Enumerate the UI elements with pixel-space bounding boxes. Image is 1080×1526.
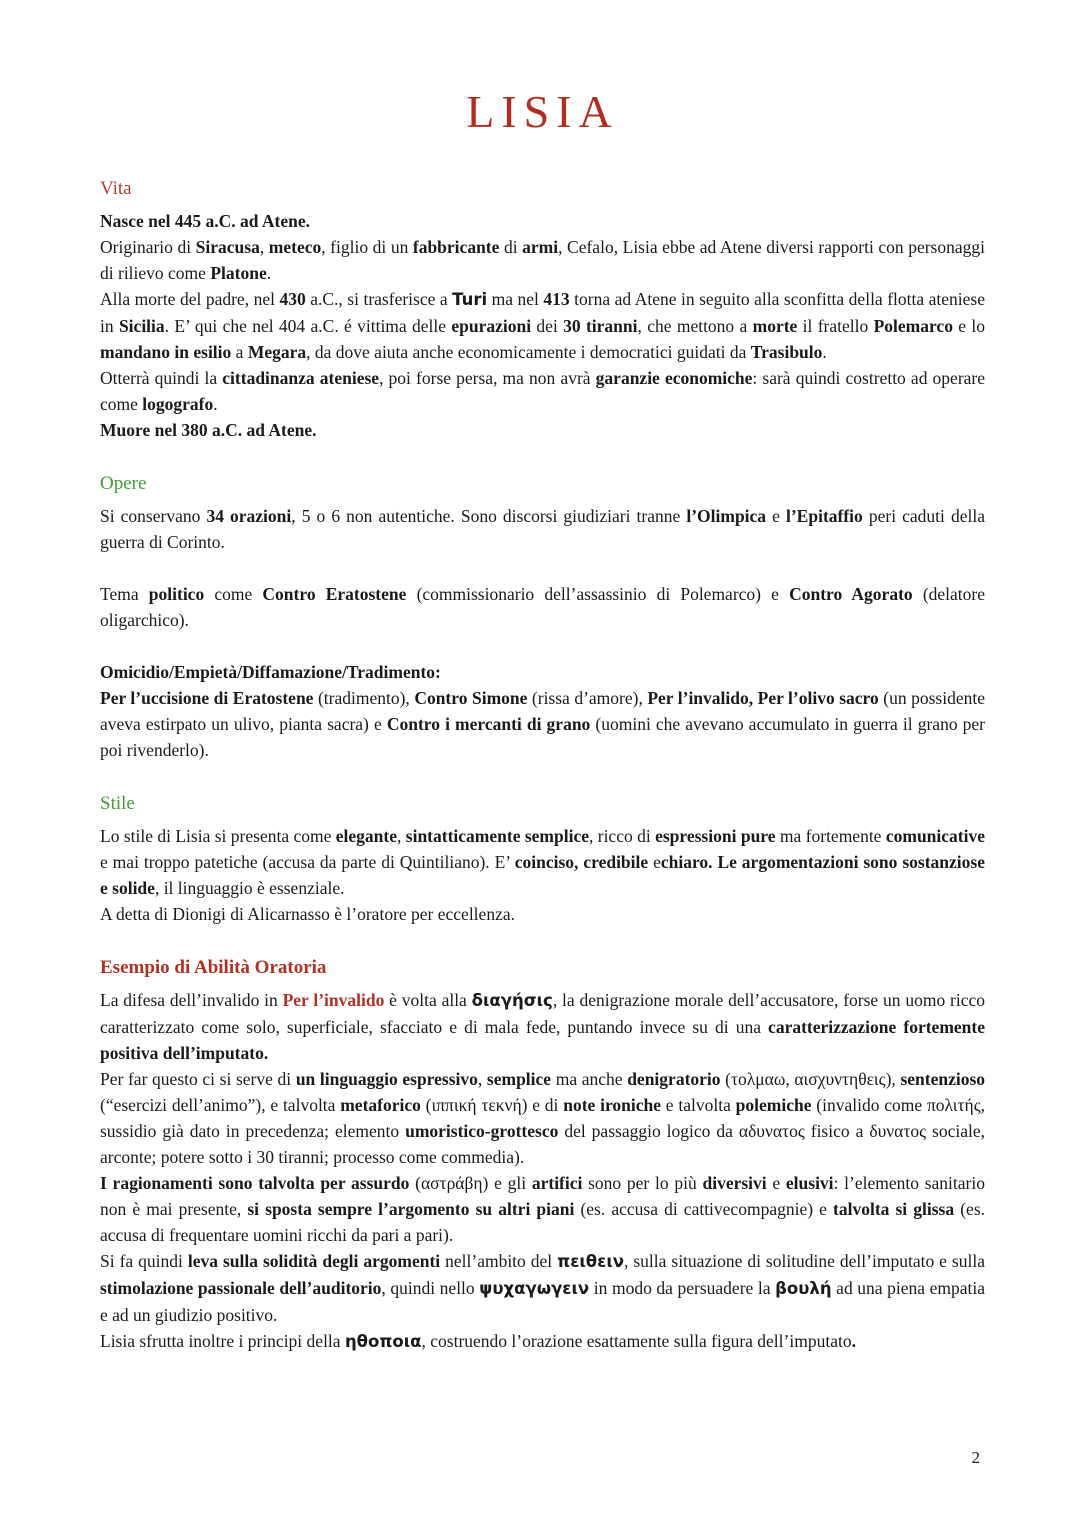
emphasized-text: l’Epitaffio (785, 506, 863, 526)
emphasized-text: διαγήσις (471, 991, 553, 1010)
emphasized-text: denigratorio (627, 1069, 721, 1089)
emphasized-text: artifici (531, 1173, 583, 1193)
emphasized-text: si sposta sempre l’argomento su altri piani (247, 1199, 575, 1219)
text-run: (commissionario dell’assassinio di Polemarco) e (406, 584, 790, 604)
text-run: (rissa d’amore), (527, 688, 648, 708)
emphasized-text: garanzie economiche (595, 368, 753, 388)
text-run: è volta alla (384, 990, 472, 1010)
text-run: (αστράβη) e gli (409, 1173, 532, 1193)
text-run: , che mettono a (637, 316, 753, 336)
emphasized-text: leva sulla solidità degli argomenti (187, 1251, 441, 1271)
text-run: , (477, 1069, 487, 1089)
emphasized-text: 413 (543, 289, 570, 309)
emphasized-text: coinciso, credibile (514, 852, 649, 872)
text-run: ma fortemente (775, 826, 886, 846)
paragraph (100, 1066, 985, 1170)
page-number: 2 (971, 1448, 980, 1467)
text-run: : l’elemento sanitario non è mai presente, (100, 1173, 985, 1219)
emphasized-text: Polemarco (873, 316, 953, 336)
section-vita (100, 178, 985, 443)
emphasized-text: Turi (452, 290, 488, 309)
emphasized-text: talvolta si glissa (833, 1199, 955, 1219)
emphasized-text: mandano in esilio (100, 342, 232, 362)
text-run: (es. accusa di frequentare uomini ricchi da pari a pari). (100, 1199, 986, 1245)
paragraph (100, 581, 985, 633)
section-heading: Esempio di Abilità Oratoria (100, 957, 327, 978)
emphasized-text: Trasibulo (750, 342, 823, 362)
emphasized-text: Contro Agorato (789, 584, 913, 604)
emphasized-text: Per l’uccisione di Eratostene (100, 688, 314, 708)
emphasized-text: caratterizzazione fortemente positiva dell’imputato. (100, 1017, 985, 1063)
emphasized-text: ψυχαγωγειν (479, 1279, 590, 1298)
emphasized-text: elusivi (785, 1173, 834, 1193)
emphasized-text: Siracusa (195, 237, 260, 257)
text-run: (ιππική τεκνή) e di (420, 1095, 564, 1115)
emphasized-text: elegante (335, 826, 397, 846)
text-run: A detta di Dionigi di Alicarnasso è l’oratore per eccellenza. (100, 904, 515, 924)
text-run: (τολμαω, αισχυντηθεις), (720, 1069, 901, 1089)
section-heading: Vita (100, 178, 132, 199)
emphasized-text: morte (752, 316, 798, 336)
text-run: Tema (100, 584, 149, 604)
paragraph (100, 365, 985, 417)
text-run: del passaggio logico da αδυνατος fisico a δυνατος sociale, arconte; potere sotto i 30 tiranni; processo come commedia). (100, 1121, 985, 1167)
text-run: , sulla situazione di solitudine dell’imputato e sulla (624, 1251, 985, 1271)
text-run: . (266, 263, 272, 283)
emphasized-text: sintatticamente semplice (405, 826, 589, 846)
text-run: Originario di (100, 237, 196, 257)
text-run: e mai troppo patetiche (accusa da parte di Quintiliano). E’ (100, 852, 515, 872)
emphasized-text: Platone (210, 263, 267, 283)
emphasized-text: cittadinanza ateniese (222, 368, 380, 388)
emphasized-text: comunicative (885, 826, 985, 846)
emphasized-text: umoristico-grottesco (405, 1121, 559, 1141)
emphasized-text: Contro Simone (414, 688, 528, 708)
text-run: torna ad Atene in seguito alla sconfitta della flotta ateniese in (100, 289, 985, 336)
paragraph (100, 417, 985, 443)
text-run: , la denigrazione morale dell’accusatore, forse un uomo ricco caratterizzato come solo, superficiale, sfacciato e di mala fede, puntando invece su di una (100, 990, 985, 1037)
text-run: Otterrà quindi la (100, 368, 223, 388)
emphasized-text: logografo (142, 394, 214, 414)
text-run: a.C., si trasferisce a (305, 289, 453, 309)
emphasized-text: Nasce nel 445 a.C. ad Atene. (100, 211, 310, 231)
text-run: e (648, 852, 661, 872)
text-run: a (231, 342, 248, 362)
paragraph (100, 987, 985, 1066)
text-run: nell’ambito del (440, 1251, 558, 1271)
text-run: ma nel (487, 289, 544, 309)
paragraph (100, 901, 985, 927)
emphasized-text: 34 orazioni (206, 506, 292, 526)
text-run: e (766, 1173, 786, 1193)
document-sections (100, 178, 985, 1355)
paragraph (100, 234, 985, 286)
page-title: LISIA (466, 86, 619, 137)
text-run: in modo da persuadere la (589, 1278, 776, 1298)
emphasized-text: chiaro. Le argomentazioni sono sostanziose e solide (100, 852, 985, 898)
text-run: ad una piena empatia e ad un giudizio positivo. (100, 1278, 986, 1325)
text-run: ma anche (551, 1069, 628, 1089)
section-opere (100, 473, 985, 763)
text-run: , ricco di (588, 826, 656, 846)
text-run: sono per lo più (582, 1173, 703, 1193)
text-run: (“esercizi dell’animo”), e talvolta (100, 1095, 341, 1115)
emphasized-text: sentenzioso (900, 1069, 986, 1089)
emphasized-text: Contro Eratostene (262, 584, 407, 604)
emphasized-text: I ragionamenti sono talvolta per assurdo (100, 1173, 410, 1193)
emphasized-text: stimolazione passionale dell’auditorio (100, 1278, 382, 1298)
paragraph (100, 1328, 985, 1355)
text-run: , da dove aiuta anche economicamente i democratici guidati da (306, 342, 751, 362)
text-run: La difesa dell’invalido in (100, 990, 283, 1010)
text-run: e (766, 506, 786, 526)
section-heading: Opere (100, 473, 147, 494)
text-run: : sarà quindi costretto ad operare come (100, 368, 986, 414)
emphasized-text: epurazioni (451, 316, 532, 336)
emphasized-text: Per l’invalido (282, 990, 385, 1010)
text-run: (es. accusa di cattivecompagnie) e (574, 1199, 834, 1219)
text-run: (un possidente aveva estirpato un ulivo, pianta sacra) e (100, 688, 985, 734)
section-esempio-di-abilit-oratoria (100, 957, 985, 1355)
emphasized-text: Sicilia (118, 316, 165, 336)
paragraph (100, 659, 985, 685)
emphasized-text: polemiche (735, 1095, 812, 1115)
emphasized-text: meteco (268, 237, 322, 257)
emphasized-text: Contro i mercanti di grano (386, 714, 591, 734)
text-run: , figlio di un (321, 237, 413, 257)
paragraph (100, 286, 985, 365)
text-run: peri caduti della guerra di Corinto. (100, 506, 985, 552)
emphasized-text: 430 (279, 289, 306, 309)
emphasized-text: diversivi (702, 1173, 767, 1193)
text-run: (tradimento), (313, 688, 415, 708)
section-heading: Stile (100, 793, 135, 814)
emphasized-text: Megara (247, 342, 307, 362)
paragraph (100, 1248, 985, 1328)
text-run: , costruendo l’orazione esattamente sulla figura dell’imputato (421, 1331, 852, 1351)
emphasized-text: ηθοποια (344, 1332, 422, 1351)
text-run: Lo stile di Lisia si presenta come (100, 826, 336, 846)
emphasized-text: un linguaggio espressivo (295, 1069, 478, 1089)
text-run: e talvolta (661, 1095, 736, 1115)
emphasized-text: . (851, 1331, 856, 1351)
text-run: , Cefalo, Lisia ebbe ad Atene diversi rapporti con personaggi di rilievo come (100, 237, 985, 283)
text-run: . (213, 394, 218, 414)
paragraph (100, 208, 985, 234)
emphasized-text: πειθειν (557, 1252, 624, 1271)
paragraph (100, 823, 985, 901)
paragraph (100, 503, 985, 555)
text-run: Si conservano (100, 506, 207, 526)
emphasized-text: semplice (486, 1069, 552, 1089)
paragraph (100, 685, 985, 763)
text-run: Alla morte del padre, nel (100, 289, 280, 309)
emphasized-text: metaforico (340, 1095, 421, 1115)
section-stile (100, 793, 985, 927)
text-run: il fratello (797, 316, 874, 336)
emphasized-text: βουλή (775, 1279, 832, 1298)
emphasized-text: 30 tiranni (563, 316, 638, 336)
emphasized-text: Muore nel 380 a.C. ad Atene. (100, 420, 317, 440)
text-run: , (259, 237, 269, 257)
emphasized-text: espressioni pure (655, 826, 776, 846)
text-run: (invalido come πολιτής, sussidio già dato in precedenza; elemento (100, 1095, 985, 1141)
paragraph (100, 1170, 985, 1248)
text-run: (delatore oligarchico). (100, 584, 985, 630)
text-run: Lisia sfrutta inoltre i principi della (100, 1331, 345, 1351)
emphasized-text: l’Olimpica (686, 506, 767, 526)
text-run: Si fa quindi (100, 1251, 188, 1271)
text-run: . (822, 342, 827, 362)
text-run: , il linguaggio è essenziale. (154, 878, 345, 898)
text-run: Per far questo ci si serve di (100, 1069, 296, 1089)
text-run: , 5 o 6 non autentiche. Sono discorsi giudiziari tranne (291, 506, 687, 526)
text-run: . E’ qui che nel 404 a.C. é vittima delle (164, 316, 452, 336)
text-run: e lo (952, 316, 985, 336)
text-run: di (499, 237, 523, 257)
emphasized-text: Per l’invalido, Per l’olivo sacro (647, 688, 879, 708)
text-run: dei (531, 316, 564, 336)
emphasized-text: Omicidio/Empietà/Diffamazione/Tradimento: (100, 662, 441, 682)
text-run: , quindi nello (381, 1278, 480, 1298)
emphasized-text: politico (148, 584, 205, 604)
text-run: come (204, 584, 263, 604)
emphasized-text: fabbricante (412, 237, 500, 257)
emphasized-text: note ironiche (563, 1095, 662, 1115)
emphasized-text: armi (522, 237, 559, 257)
text-run: (uomini che avevano accumulato in guerra il grano per poi rivenderlo). (100, 714, 986, 760)
text-run: , (397, 826, 406, 846)
text-run: , poi forse persa, ma non avrà (379, 368, 596, 388)
